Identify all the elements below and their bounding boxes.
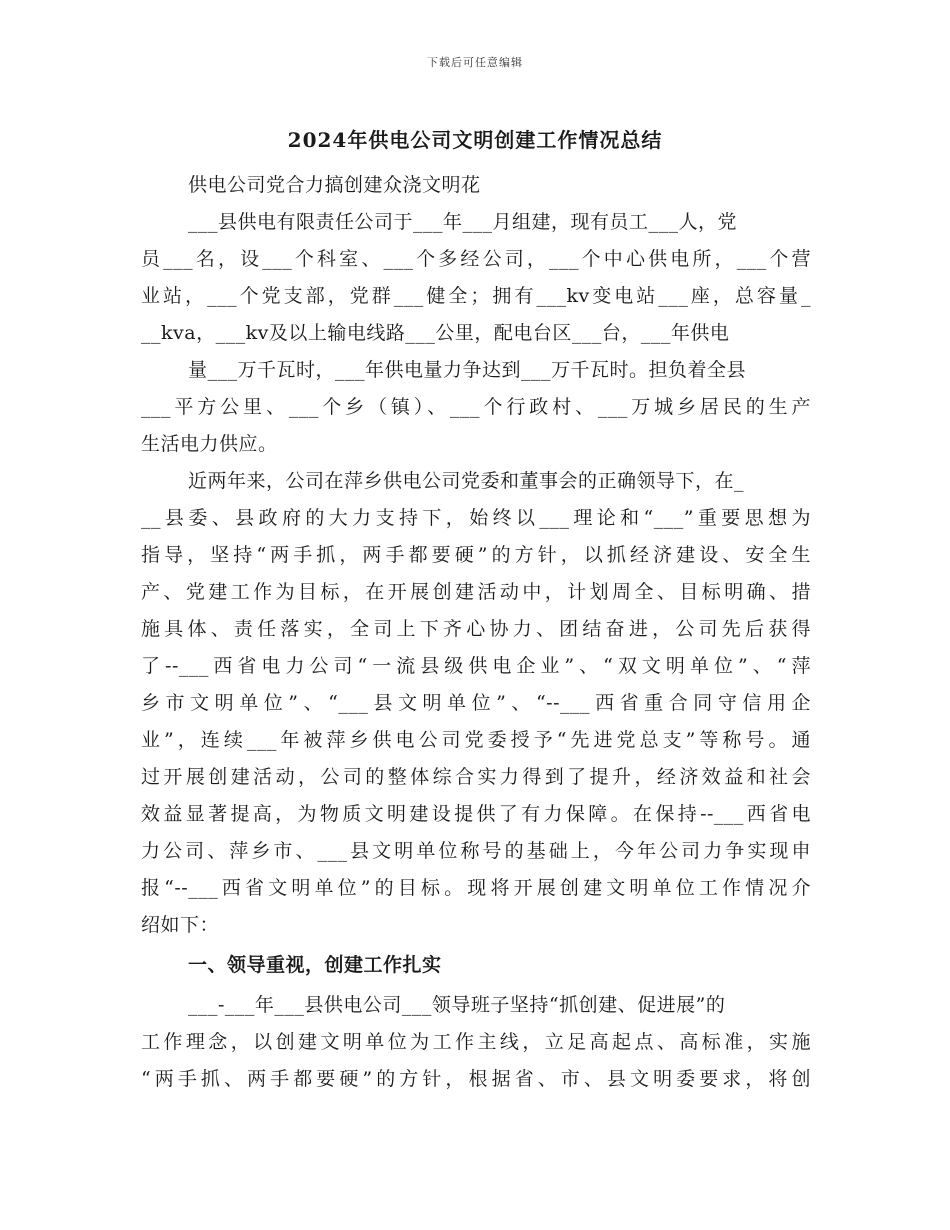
paragraph-line: __kva，___kv及以上输电线路___公里，配电台区___台，___年供电 xyxy=(141,322,730,344)
paragraph-line: 产、党建工作为目标，在开展创建活动中，计划周全、目标明确、措 xyxy=(141,581,811,603)
paragraph-line: 绍如下： xyxy=(141,914,220,936)
paragraph-line: ___县供电有限责任公司于___年___月组建，现有员工___人，党 xyxy=(188,211,738,233)
paragraph-line: ___平方公里、___个乡（镇）、___个行政村、___万城乡居民的生产 xyxy=(141,396,811,418)
paragraph-line: 工作理念，以创建文明单位为工作主线，立足高起点、高标准，实施 xyxy=(141,1031,811,1053)
paragraph-line: 力公司、萍乡市、___县文明单位称号的基础上，今年公司力争实现申 xyxy=(141,840,811,862)
paragraph-line: 量___万千瓦时，___年供电量力争达到___万千瓦时。担负着全县 xyxy=(188,359,747,381)
section-heading: 一、领导重视，创建工作扎实 xyxy=(188,954,442,976)
document-title: 2024年供电公司文明创建工作情况总结 xyxy=(287,128,663,152)
paragraph-line: 指导，坚持“两手抓，两手都要硬”的方针，以抓经济建设、安全生 xyxy=(141,544,811,566)
paragraph-line: 生活电力供应。 xyxy=(141,433,278,455)
paragraph-line: 乡市文明单位”、“___县文明单位”、“--___西省重合同守信用企 xyxy=(141,692,811,714)
paragraph-line: 施具体、责任落实，全司上下齐心协力、团结奋进，公司先后获得 xyxy=(141,618,811,640)
paragraph-line: 报“--___西省文明单位”的目标。现将开展创建文明单位工作情况介 xyxy=(141,877,811,899)
paragraph-line: 效益显著提高，为物质文明建设提供了有力保障。在保持--___西省电 xyxy=(141,803,811,825)
subtitle-line: 供电公司党合力搞创建众浇文明花 xyxy=(188,174,481,196)
paragraph-line: __县委、县政府的大力支持下，始终以___理论和“___”重要思想为 xyxy=(141,507,811,529)
paragraph-line: ___-___年___县供电公司___领导班子坚持“抓创建、促进展”的 xyxy=(188,994,726,1016)
paragraph-line: 业”，连续___年被萍乡供电公司党委授予“先进党总支”等称号。通 xyxy=(141,729,811,751)
header-note: 下载后可任意编辑 xyxy=(427,56,523,69)
paragraph-line: “两手抓、两手都要硬”的方针，根据省、市、县文明委要求，将创 xyxy=(141,1068,811,1090)
paragraph-line: 近两年来，公司在萍乡供电公司党委和董事会的正确领导下，在_ xyxy=(188,470,745,492)
paragraph-line: 了--___西省电力公司“一流县级供电企业”、“双文明单位”、“萍 xyxy=(141,655,811,677)
paragraph-line: 业站，___个党支部，党群___健全；拥有___kv变电站___座，总容量_ xyxy=(141,285,811,307)
paragraph-line: 过开展创建活动，公司的整体综合实力得到了提升，经济效益和社会 xyxy=(141,766,811,788)
paragraph-line: 员___名，设___个科室、___个多经公司，___个中心供电所，___个营 xyxy=(141,248,811,270)
